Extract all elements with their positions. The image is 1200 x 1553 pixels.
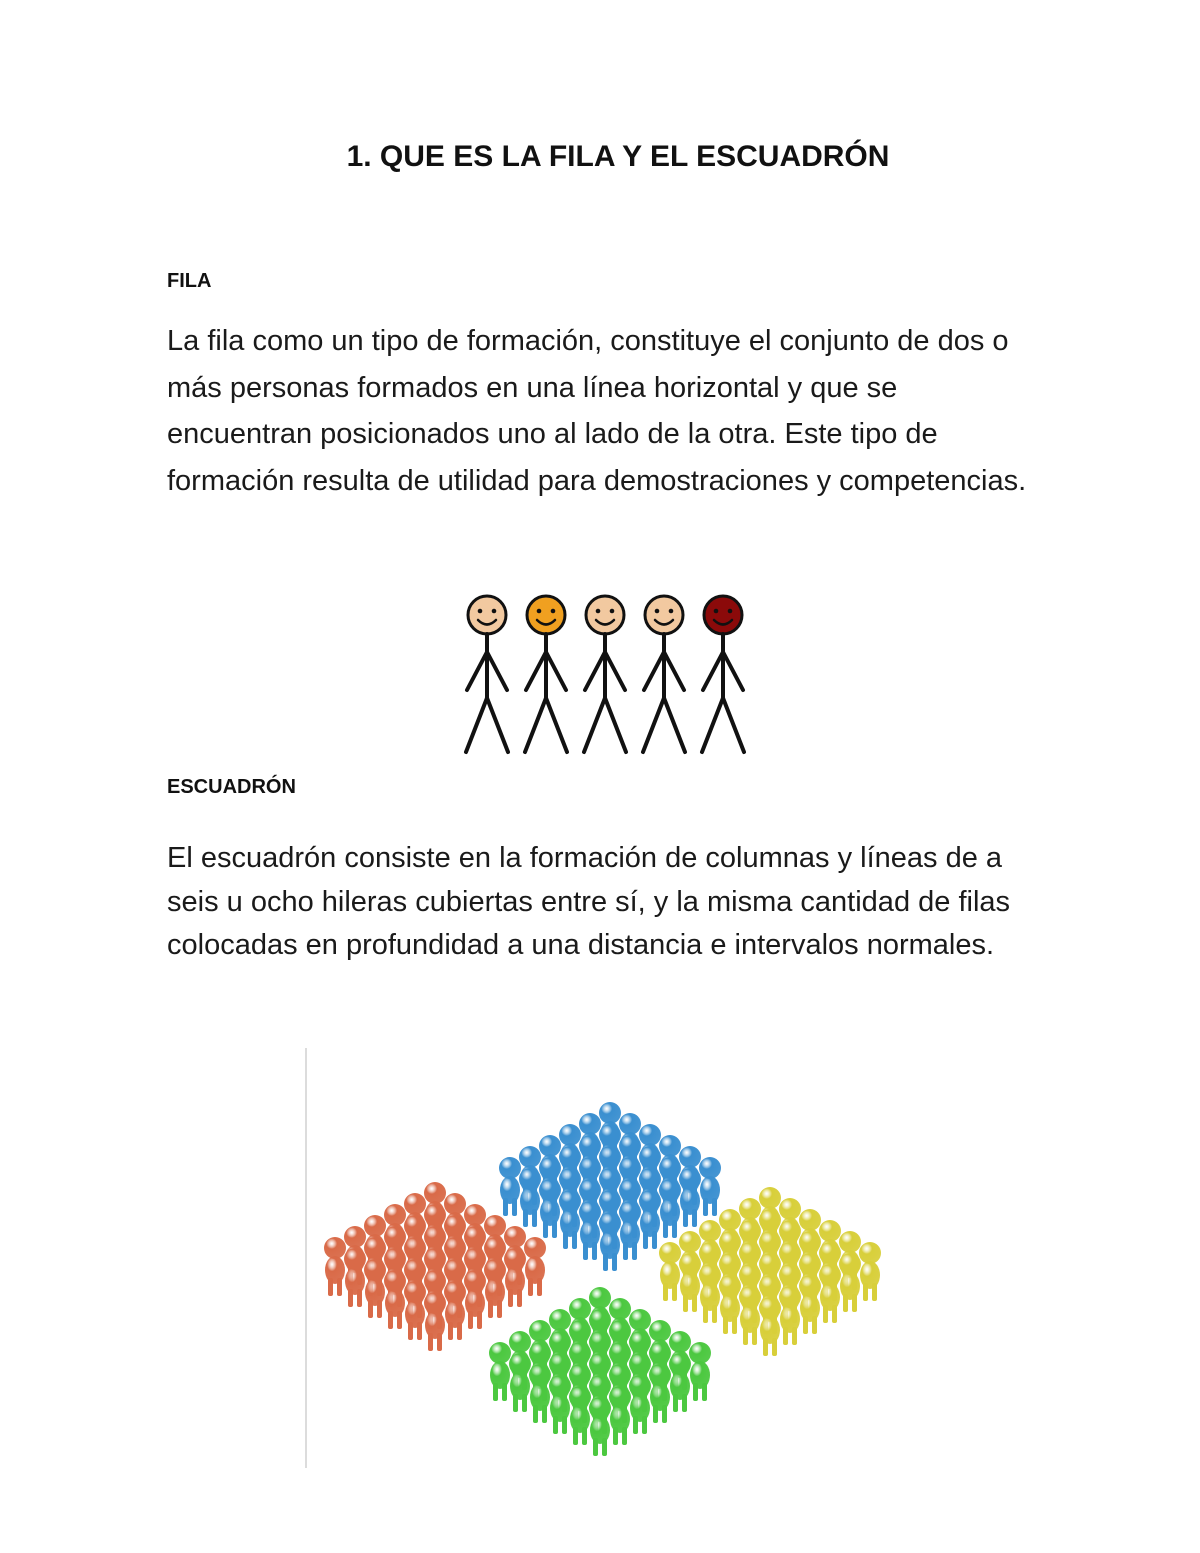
paragraph-escuadron: El escuadrón consiste en la formación de columnas y líneas de a seis u ocho hileras cubiertas entre sí, y la misma cantidad de filas colocadas en profundidad a una distancia e intervalos normales.: [167, 842, 1011, 961]
stick-figure: [643, 596, 685, 752]
stick-figure: [702, 596, 744, 752]
squad-3: [489, 1287, 711, 1456]
page-title: 1. QUE ES LA FILA Y EL ESCUADRÓN: [346, 140, 890, 173]
stick-figure: [525, 596, 567, 752]
stick-figures-image: [455, 590, 755, 760]
paragraph-fila: La fila como un tipo de formación, constituye el conjunto de dos o más personas formados en una línea horizontal y que se encuentran posicionados uno al lado de la otra. Este tipo de formación resulta de utilidad para demostraciones y competencias.: [167, 325, 1027, 497]
stick-figure: [584, 596, 626, 752]
section-heading-escuadron: ESCUADRÓN: [167, 776, 296, 798]
squads-image: [305, 1048, 905, 1468]
section-heading-fila: FILA: [167, 270, 212, 292]
stick-figure: [466, 596, 508, 752]
